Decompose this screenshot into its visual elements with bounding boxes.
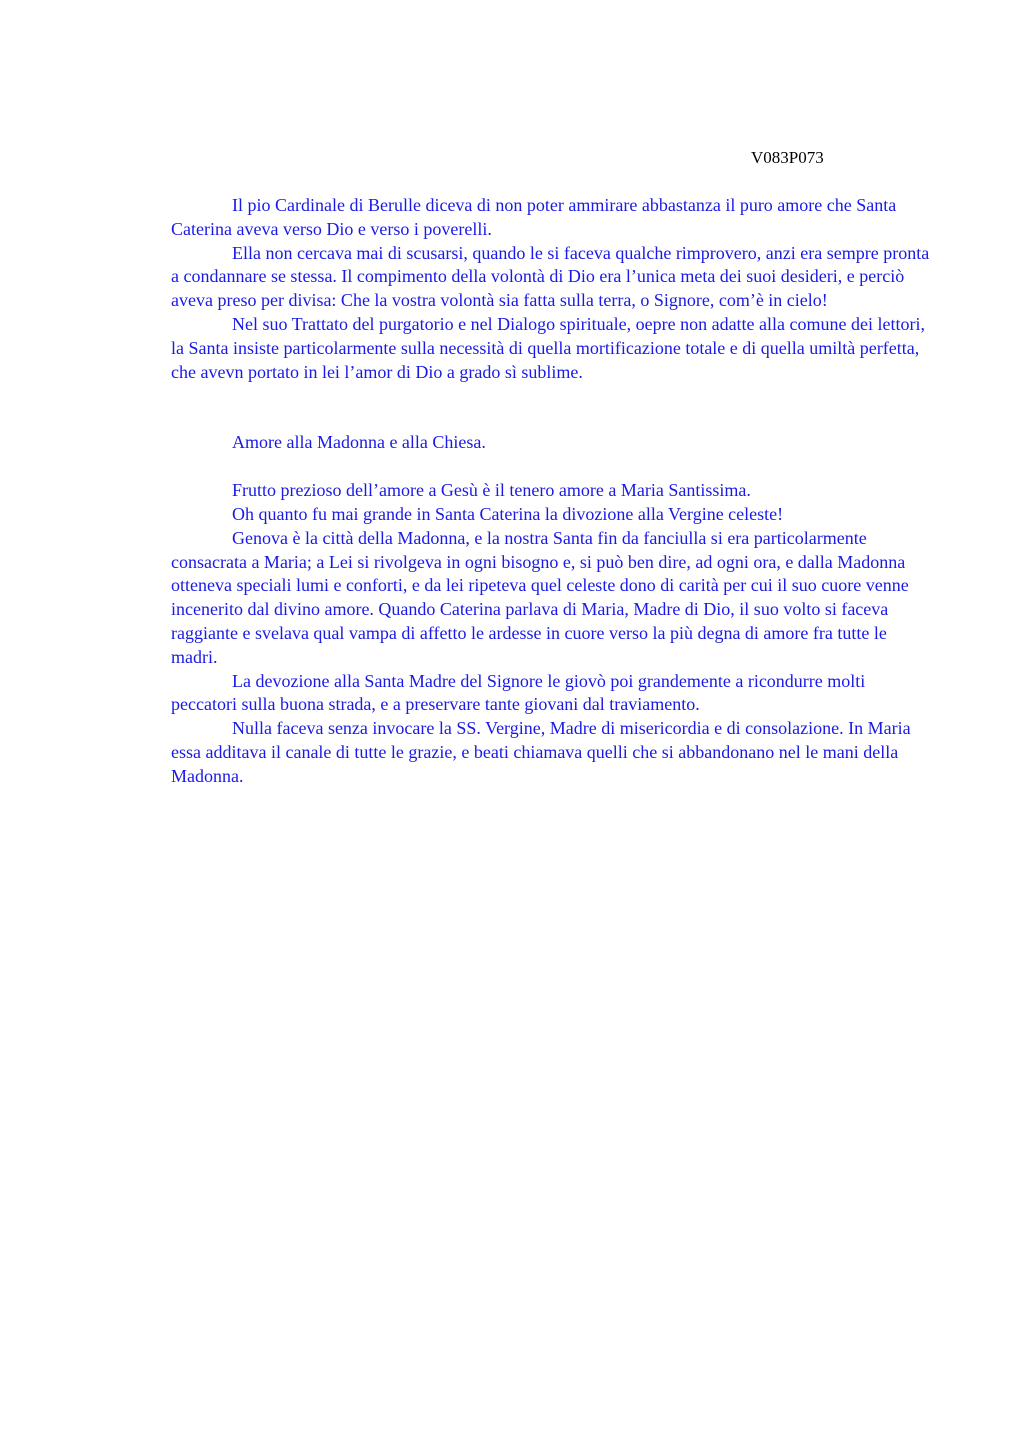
paragraph: Il pio Cardinale di Berulle diceva di non poter ammirare abbastanza il puro amore che Santa Caterina aveva verso Dio e verso i poverelli. [171,195,897,239]
page-identifier: V083P073 [751,148,824,167]
section-heading: Amore alla Madonna e alla Chiesa. [232,432,486,453]
paragraph: Nel suo Trattato del purgatorio e nel Dialogo spirituale, oepre non adatte alla comune dei lettori, la Santa insiste particolarmente sulla necessità di quella mortificazione totale e di quella umiltà perfetta, che avevn portato in lei l’amor di Dio a grado sì sublime. [171,313,925,382]
paragraph: Ella non cercava mai di scusarsi, quando le si faceva qualche rimprovero, anzi era sempre pronta a condannare se stessa. Il compimento della volontà di Dio era l’unica meta dei suoi desideri, e perciò aveva preso per divisa: Che la vostra volontà sia fatta sulla terra, o Signore, com’è in cielo! [171,242,930,311]
paragraph: Genova è la città della Madonna, e la nostra Santa fin da fanciulla si era particolarmente consacrata a Maria; a Lei si rivolgeva in ogni bisogno e, si può ben dire, ad ogni ora, e dalla Madonna otteneva speciali lumi e conforti, e da lei ripeteva quel celeste dono di carità per cui il suo cuore venne incenerito dal divino amore. Quando Caterina parlava di Maria, Madre di Dio, il suo volto si faceva raggiante e svelava qual vampa di affetto le ardesse in cuore verso la più degna di amore fra tutte le madri. [171,527,909,667]
paragraph: La devozione alla Santa Madre del Signore le giovò poi grandemente a ricondurre molti peccatori sulla buona strada, e a preservare tante giovani dal traviamento. [171,670,866,715]
document-body [171,194,931,789]
paragraph: Oh quanto fu mai grande in Santa Caterina la divozione alla Vergine celeste! [232,503,784,524]
paragraph: Frutto prezioso dell’amore a Gesù è il tenero amore a Maria Santissima. [232,480,751,501]
paragraph: Nulla faceva senza invocare la SS. Vergine, Madre di misericordia e di consolazione. In Maria essa additava il canale di tutte le grazie, e beati chiamava quelli che si abbandonano nel le mani della Madonna. [171,718,911,786]
section-spacer [171,384,931,431]
section-spacer [171,455,931,479]
